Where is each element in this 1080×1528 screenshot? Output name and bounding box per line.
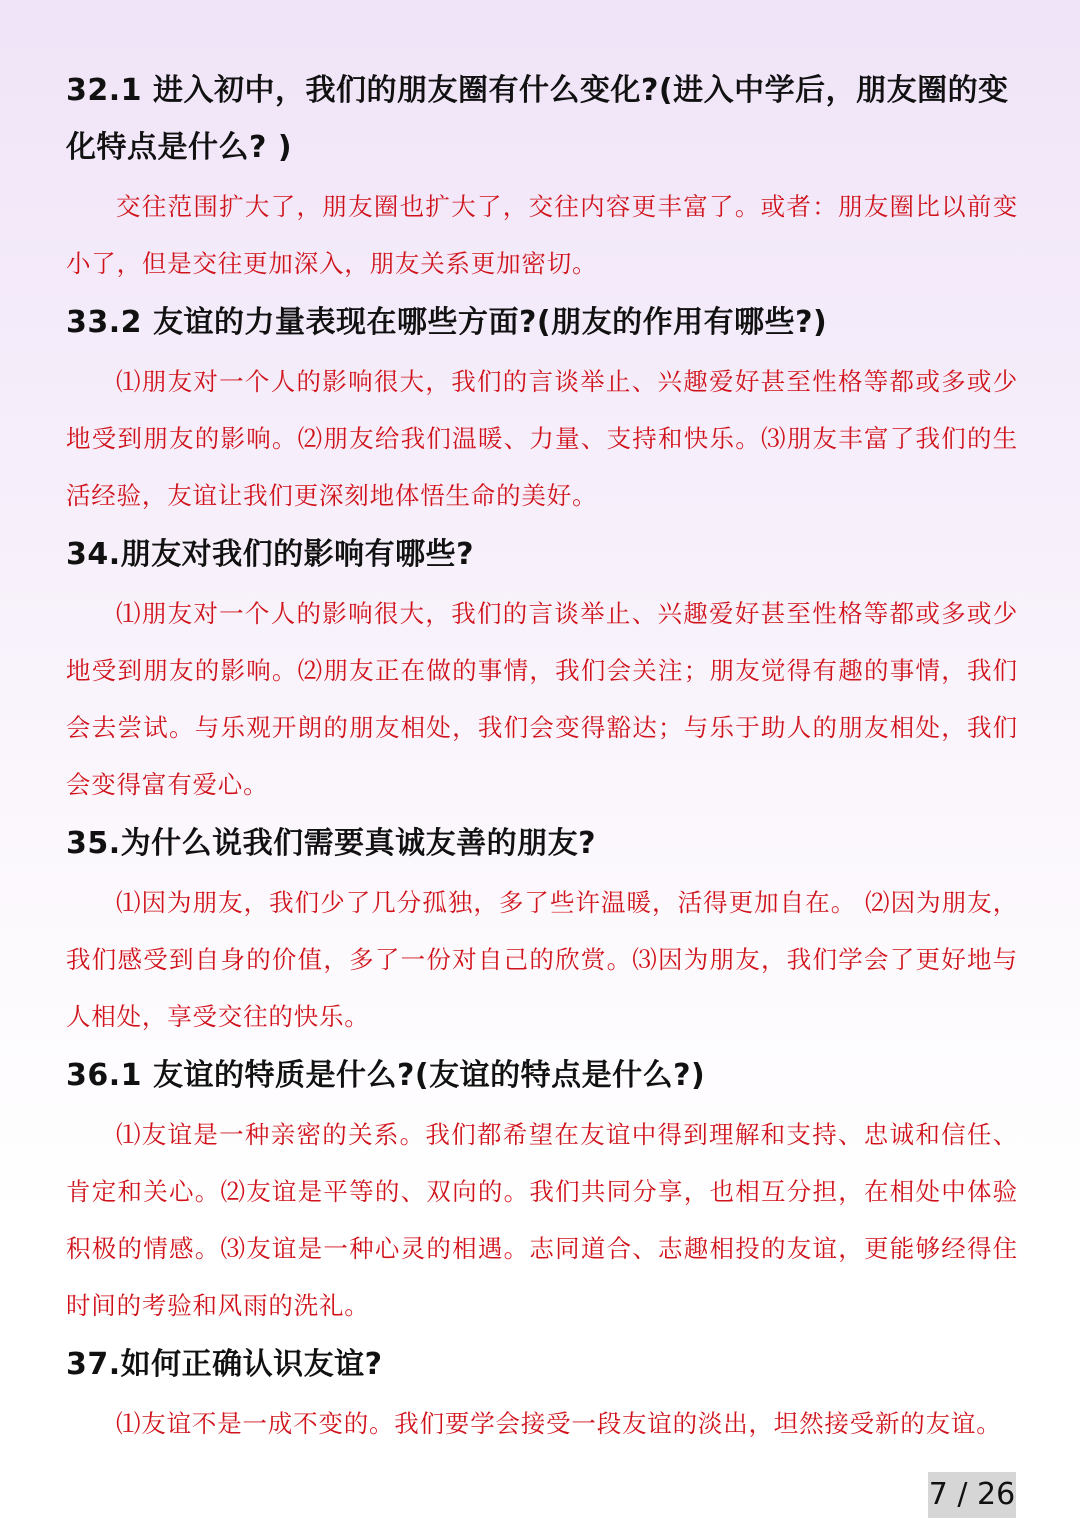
qa-block-37 [66, 1336, 1018, 1452]
qa-block-32 [66, 62, 1018, 292]
question-heading: 37.如何正确认识友谊? [66, 1347, 383, 1382]
question-heading: 35.为什么说我们需要真诚友善的朋友? [66, 826, 597, 861]
question-heading: 33.2 友谊的力量表现在哪些方面?(朋友的作用有哪些?) [66, 305, 828, 340]
answer-text: ⑴朋友对一个人的影响很大，我们的言谈举止、兴趣爱好甚至性格等都或多或少地受到朋友的影响。⑵朋友给我们温暖、力量、支持和快乐。⑶朋友丰富了我们的生活经验，友谊让我们更深刻地体悟生命的美好。 [66, 367, 1018, 510]
answer-text: ⑴友谊不是一成不变的。我们要学会接受一段友谊的淡出，坦然接受新的友谊。 [116, 1409, 1002, 1438]
document-page [66, 62, 1018, 1454]
qa-block-33 [66, 294, 1018, 524]
answer-text: ⑴友谊是一种亲密的关系。我们都希望在友谊中得到理解和支持、忠诚和信任、肯定和关心。⑵友谊是平等的、双向的。我们共同分享，也相互分担，在相处中体验积极的情感。⑶友谊是一种心灵的相遇。志同道合、志趣相投的友谊，更能够经得住时间的考验和风雨的洗礼。 [66, 1120, 1018, 1320]
answer-text: 交往范围扩大了，朋友圈也扩大了，交往内容更丰富了。或者：朋友圈比以前变小了，但是交往更加深入，朋友关系更加密切。 [66, 192, 1018, 278]
question-heading: 36.1 友谊的特质是什么?(友谊的特点是什么?) [66, 1058, 706, 1093]
page-number-indicator: 7 / 26 [928, 1472, 1016, 1518]
answer-text: ⑴朋友对一个人的影响很大，我们的言谈举止、兴趣爱好甚至性格等都或多或少地受到朋友的影响。⑵朋友正在做的事情，我们会关注；朋友觉得有趣的事情，我们会去尝试。与乐观开朗的朋友相处，我们会变得豁达；与乐于助人的朋友相处，我们会变得富有爱心。 [66, 599, 1018, 799]
question-heading: 32.1 进入初中，我们的朋友圈有什么变化?(进入中学后，朋友圈的变化特点是什么? ) [66, 73, 1009, 165]
answer-text: ⑴因为朋友，我们少了几分孤独，多了些许温暖，活得更加自在。 ⑵因为朋友，我们感受到自身的价值，多了一份对自己的欣赏。⑶因为朋友，我们学会了更好地与人相处，享受交往的快乐。 [66, 888, 1018, 1031]
qa-block-36 [66, 1047, 1018, 1334]
qa-block-35 [66, 815, 1018, 1045]
question-heading: 34.朋友对我们的影响有哪些? [66, 537, 475, 572]
qa-block-34 [66, 526, 1018, 813]
